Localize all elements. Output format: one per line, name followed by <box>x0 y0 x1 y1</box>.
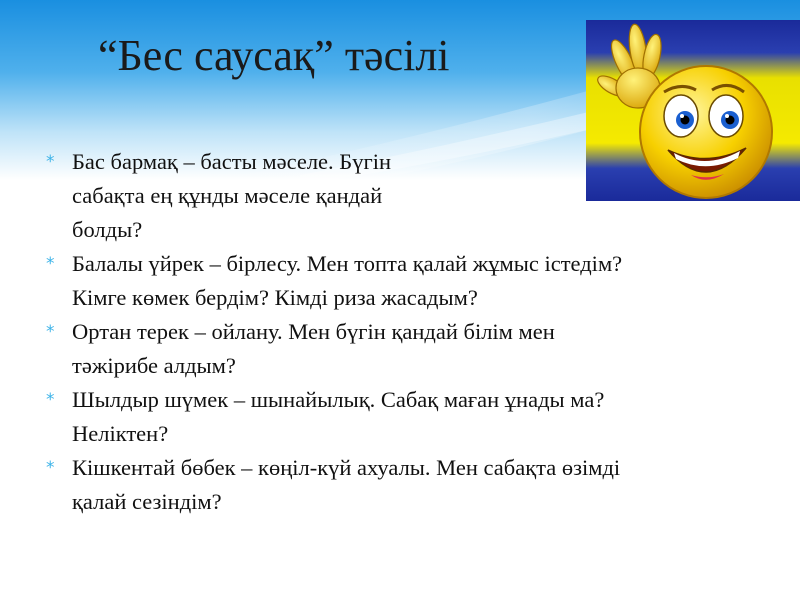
bullet-item-5 <box>44 451 764 519</box>
bullet-list <box>44 145 764 519</box>
bullet-line: сабақта ең құнды мәселе қандай <box>72 183 383 208</box>
bullet-line: Балалы үйрек – бірлесу. Мен топта қалай жұмыс істедім? <box>72 251 623 276</box>
bullet-line: тәжірибе алдым? <box>72 353 236 378</box>
bullet-item-2 <box>44 247 764 315</box>
bullet-line: Шылдыр шүмек – шынайылық. Сабақ маған ұнады ма? <box>72 387 605 412</box>
bullet-line: Ортан терек – ойлану. Мен бүгін қандай білім мен <box>72 319 555 344</box>
bullet-item-1 <box>44 145 764 247</box>
bullet-item-3 <box>44 315 764 383</box>
bullet-marker: * <box>46 390 55 410</box>
slide-title: “Бес саусақ” тәсілі <box>98 31 450 80</box>
bullet-line: қалай сезіндім? <box>72 489 222 514</box>
bullet-item-4 <box>44 383 764 451</box>
bullet-marker: * <box>46 458 55 478</box>
bullet-line: Кішкентай бөбек – көңіл-күй ахуалы. Мен сабақта өзімді <box>72 455 621 480</box>
bullet-line: Бас бармақ – басты мәселе. Бүгін <box>72 149 391 174</box>
bullet-line: Неліктен? <box>72 421 169 446</box>
bullet-line: Кімге көмек бердім? Кімді риза жасадым? <box>72 285 478 310</box>
bullet-line: болды? <box>72 217 143 242</box>
bullet-marker: * <box>46 254 55 274</box>
bullet-marker: * <box>46 152 55 172</box>
bullet-marker: * <box>46 322 55 342</box>
